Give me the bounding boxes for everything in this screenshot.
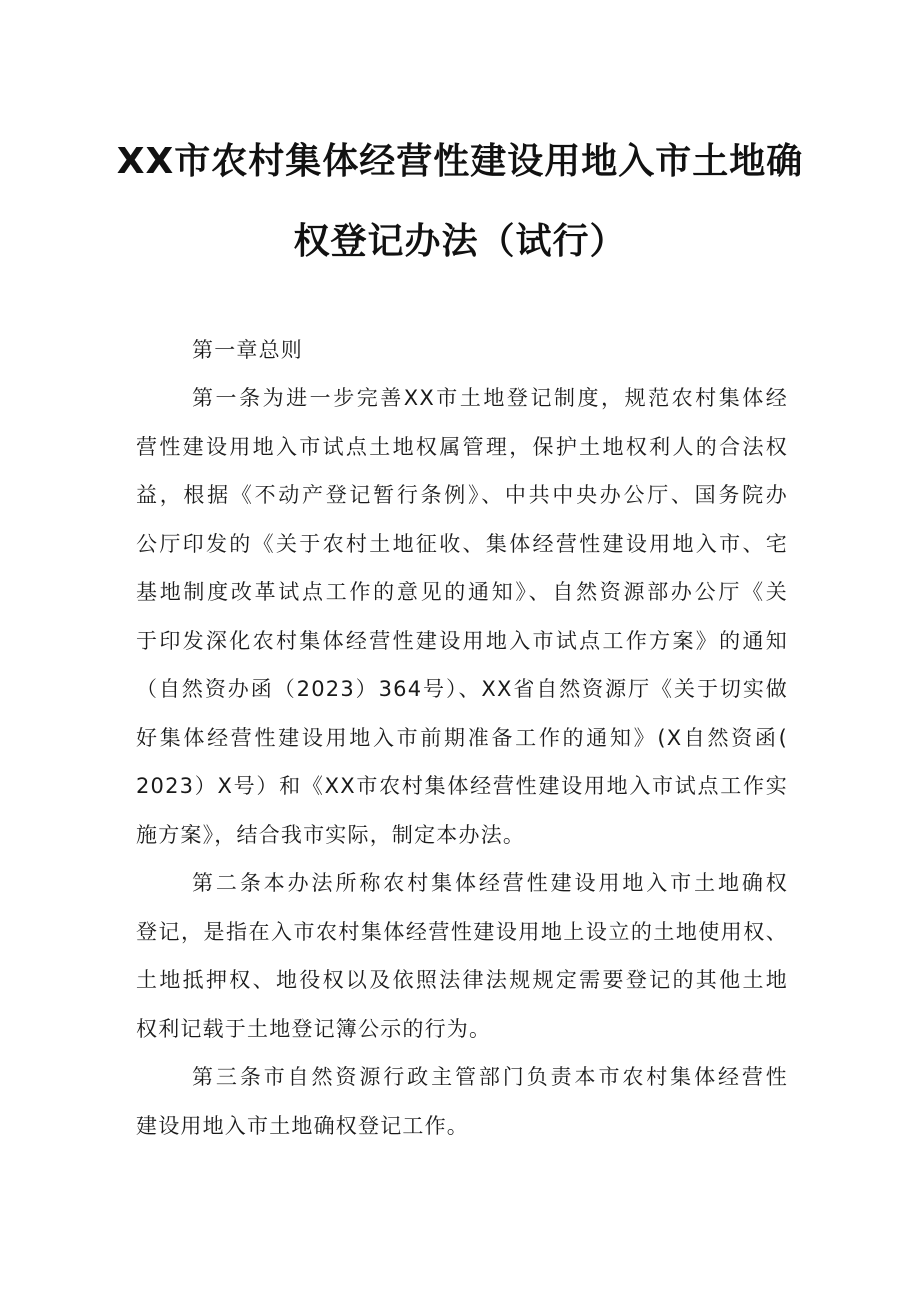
article-2-line: 权利记载于土地登记簿公示的行为。 (136, 1017, 492, 1041)
article-1-line: 益，根据《不动产登记暂行条例》、中共中央办公厅、国务院办 (136, 483, 788, 507)
document-title-line-2: 权登记办法（试行） (293, 221, 627, 262)
article-1-line: 2023）X号）和《XX市农村集体经营性建设用地入市试点工作实 (136, 774, 788, 798)
article-2-line: 登记，是指在入市农村集体经营性建设用地上设立的土地使用权、 (136, 920, 788, 944)
article-1-line: 第一条为进一步完善XX市土地登记制度，规范农村集体经 (192, 386, 788, 410)
article-1-line: 于印发深化农村集体经营性建设用地入市试点工作方案》的通知 (136, 629, 788, 653)
article-3-line: 第三条市自然资源行政主管部门负责本市农村集体经营性 (192, 1065, 788, 1089)
document-body (136, 326, 792, 1138)
article-1-line: 基地制度改革试点工作的意见的通知》、自然资源部办公厅《关 (136, 580, 788, 604)
article-1-line: （自然资办函（2023）364号）、XX省自然资源厅《关于切实做 (136, 677, 788, 701)
document-title-line-1: XX市农村集体经营性建设用地入市土地确 (116, 141, 804, 182)
article-3-line: 建设用地入市土地确权登记工作。 (136, 1114, 469, 1138)
chapter-heading: 第一章总则 (192, 338, 303, 362)
article-1-line: 施方案》，结合我市实际，制定本办法。 (136, 823, 526, 847)
article-2-line: 土地抵押权、地役权以及依照法律法规规定需要登记的其他土地 (136, 968, 788, 992)
article-1-line: 好集体经营性建设用地入市前期准备工作的通知》(X自然资函( (136, 726, 788, 750)
article-1-line: 营性建设用地入市试点土地权属管理，保护土地权利人的合法权 (136, 435, 788, 459)
article-1-line: 公厅印发的《关于农村土地征收、集体经营性建设用地入市、宅 (136, 532, 788, 556)
article-2-line: 第二条本办法所称农村集体经营性建设用地入市土地确权 (192, 871, 788, 895)
